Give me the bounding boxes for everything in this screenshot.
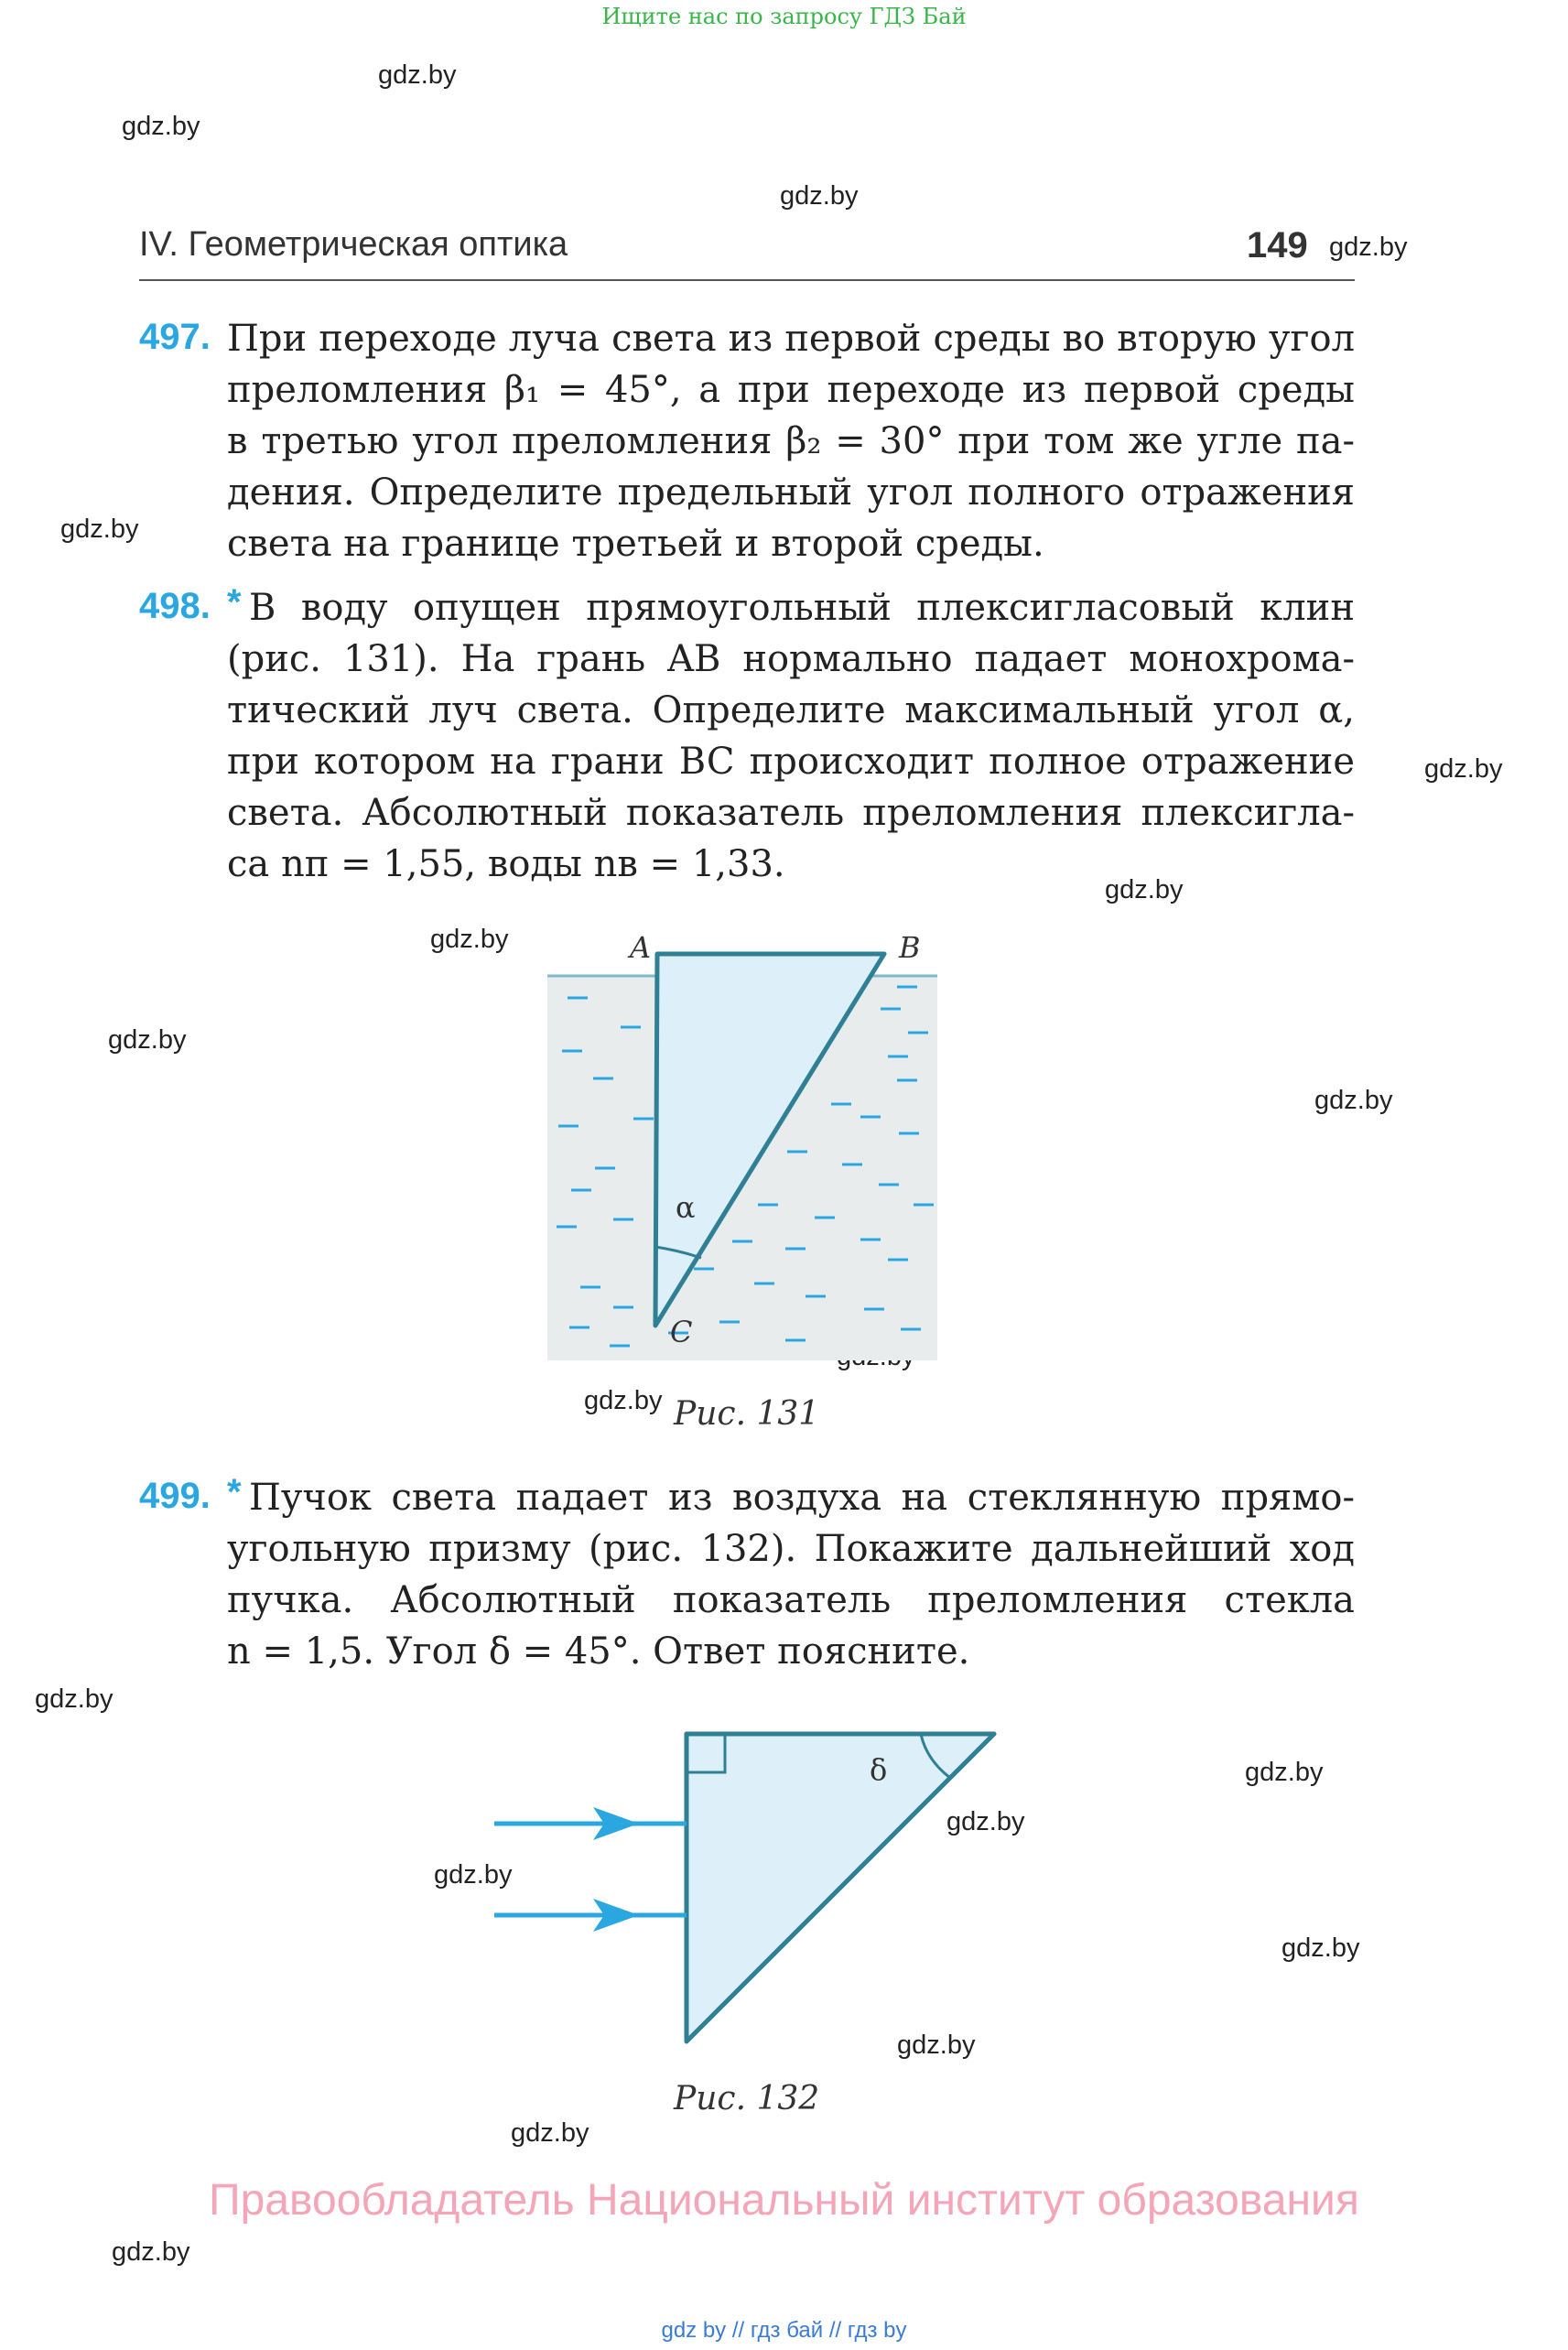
problem-number: 497. xyxy=(139,317,211,357)
watermark: gdz.by xyxy=(511,2118,589,2148)
problem-499-line-1 xyxy=(249,1472,1355,1523)
problem-498-line-1 xyxy=(249,582,1355,634)
page-number: 149 xyxy=(1247,225,1308,265)
figure-131 xyxy=(540,925,943,1364)
section-title: IV. Геометрическая оптика xyxy=(139,225,568,264)
text-line: Пучок света падает из воздуха на стеклянную прямо- xyxy=(249,1477,1355,1519)
footer-links[interactable]: gdz by // гдз бай // гдз by xyxy=(661,2318,907,2343)
text-line: При переходе луча света из первой среды во вторую угол xyxy=(227,318,1355,360)
label-a: A xyxy=(630,930,652,965)
text-line: n = 1,5. Угол δ = 45°. Ответ поясните. xyxy=(227,1630,970,1673)
text-line: при котором на грани BC происходит полное отражение xyxy=(227,741,1355,783)
text-line: света на границе третьей и второй среды. xyxy=(227,523,1044,565)
label-b: B xyxy=(899,930,921,965)
watermark: gdz.by xyxy=(1424,754,1503,784)
watermark: gdz.by xyxy=(1245,1758,1324,1787)
watermark: gdz.by xyxy=(434,1860,513,1890)
top-banner: Ищите нас по запросу ГДЗ Бай xyxy=(601,4,967,29)
label-alpha: α xyxy=(676,1190,696,1225)
star-marker: * xyxy=(227,582,242,623)
figure-131-caption: Рис. 131 xyxy=(674,1395,820,1433)
watermark: gdz.by xyxy=(1105,875,1184,904)
watermark: gdz.by xyxy=(780,181,859,211)
watermark: gdz.by xyxy=(35,1684,114,1714)
text-line: тический луч света. Определите максимальный угол α, xyxy=(227,689,1355,731)
rights-holder-text: Правообладатель Национальный институт образования xyxy=(209,2176,1359,2225)
watermark: gdz.by xyxy=(122,112,200,141)
header-divider xyxy=(139,279,1355,281)
text-line: в третью угол преломления β₂ = 30° при том же угле па- xyxy=(227,420,1355,462)
watermark: gdz.by xyxy=(108,1025,187,1055)
text-line: са nп = 1,55, воды nв = 1,33. xyxy=(227,843,785,885)
watermark: gdz.by xyxy=(378,60,457,90)
text-line: дения. Определите предельный угол полного отражения xyxy=(227,471,1355,514)
watermark: gdz.by xyxy=(946,1807,1025,1836)
figure-132 xyxy=(485,1712,1016,2051)
watermark: gdz.by xyxy=(60,514,139,544)
label-delta: δ xyxy=(870,1752,888,1787)
text-line: (рис. 131). На грань AB нормально падает монохрома- xyxy=(227,638,1355,680)
problem-number: 498. xyxy=(139,586,211,626)
problem-497-text xyxy=(227,313,1355,569)
arrow-icon xyxy=(494,1807,687,1840)
figure-132-caption: Рис. 132 xyxy=(674,2080,820,2117)
watermark: gdz.by xyxy=(112,2237,190,2267)
problem-number: 499. xyxy=(139,1476,211,1516)
text-line: пучка. Абсолютный показатель преломления стекла xyxy=(227,1579,1355,1621)
watermark: gdz.by xyxy=(897,2031,976,2060)
watermark: gdz.by xyxy=(430,925,509,954)
label-c: C xyxy=(670,1315,693,1349)
watermark: gdz.by xyxy=(1314,1086,1393,1115)
star-marker: * xyxy=(227,1472,242,1512)
problem-498-text xyxy=(227,634,1355,890)
watermark: gdz.by xyxy=(1281,1933,1360,1963)
arrow-icon xyxy=(494,1899,687,1932)
problem-499-text xyxy=(227,1523,1355,1677)
watermark: gdz.by xyxy=(584,1386,663,1415)
prism xyxy=(687,1734,994,2041)
watermark: gdz.by xyxy=(1329,233,1408,262)
text-line: угольную призму (рис. 132). Покажите дальнейший ход xyxy=(227,1528,1355,1570)
text-line: света. Абсолютный показатель преломления плексигла- xyxy=(227,792,1355,834)
text-line: В воду опущен прямоугольный плексигласовый клин xyxy=(249,587,1355,629)
text-line: преломления β₁ = 45°, а при переходе из первой среды xyxy=(227,369,1355,411)
